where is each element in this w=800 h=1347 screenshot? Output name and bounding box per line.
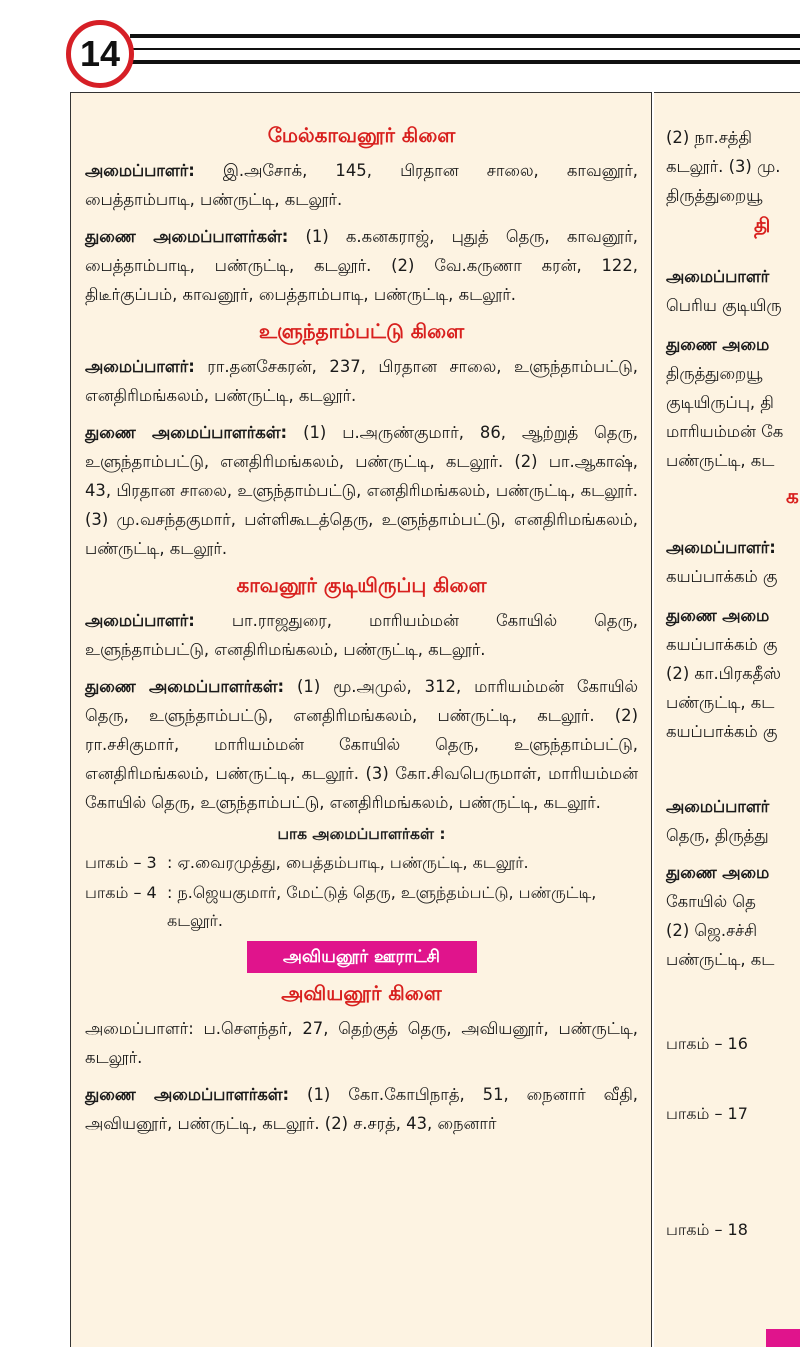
right-column — [654, 92, 800, 1347]
text-line: கயப்பாக்கம் கு — [666, 635, 778, 654]
deputy-label: துணை அமைப்பாளர்கள்: — [85, 227, 289, 246]
organizer-paragraph — [85, 352, 638, 410]
part-row — [85, 879, 638, 935]
text-line: அமைப்பாளர் — [666, 267, 770, 286]
deputy-paragraph — [85, 1080, 638, 1138]
organizer-text: இ.அசோக், 145, பிரதான சாலை, காவனூர், பைத்தாம்பாடி, பண்ருட்டி, கடலூர். — [85, 161, 638, 209]
part-label: பாகம் – 18 — [666, 1220, 748, 1239]
text-line: பெரிய குடியிரு — [666, 296, 782, 315]
text-line: (2) ஜெ.சச்சி — [666, 921, 758, 940]
text-line: மாரியம்மன் கே — [666, 422, 784, 441]
organizer-label: அமைப்பாளர்: — [85, 1019, 194, 1038]
deputy-label: துணை அமைப்பாளர்கள்: — [85, 677, 285, 696]
text-line: அமைப்பாளர்: — [666, 538, 776, 557]
deputy-paragraph — [85, 222, 638, 309]
deputy-text: (1) கோ.கோபிநாத், 51, நைனார் வீதி, அவியனூர், பண்ருட்டி, கடலூர். (2) ச.சரத், 43, நைனார் — [85, 1085, 638, 1133]
panchayat-banner: அவியனூர் ஊராட்சி — [247, 941, 477, 973]
text-line: கடலூர். (3) மு. — [666, 157, 781, 176]
part-organizers-heading: பாக அமைப்பாளர்கள் : — [277, 825, 446, 843]
text-line: துணை அமை — [666, 606, 770, 625]
text-line: பண்ருட்டி, கட — [666, 950, 775, 969]
deputy-text: (1) ப.அருண்குமார், 86, ஆற்றுத் தெரு, உளுந்தாம்பட்டு, எனதிரிமங்கலம், பண்ருட்டி, கடலூர். (2) பா.ஆகாஷ், 43, பிரதான சாலை, உளுந்தாம்பட்டு, எனதிரிமங்கலம், பண்ருட்டி, கடலூர். (3) மு.வசந்தகுமார், பள்ளிகூடத்தெரு, உளுந்தாம்பட்டு, எனதிரிமங்கலம், பண்ருட்டி, கடலூர். — [85, 423, 638, 558]
text-line: (2) கா.பிரகதீஸ் — [666, 664, 781, 683]
deputy-paragraph — [85, 418, 638, 563]
text-line: துணை அமை — [666, 863, 770, 882]
text-line: குடியிருப்பு, தி — [666, 393, 774, 412]
organizer-label: அமைப்பாளர்: — [85, 357, 195, 376]
part-row — [85, 849, 638, 877]
part-label: பாகம் – 17 — [666, 1104, 748, 1123]
section-title: அவியனூர் கிளை — [281, 981, 442, 1005]
text-line: கயப்பாக்கம் கு — [666, 567, 778, 586]
header-rule — [130, 34, 800, 64]
page-number: 14 — [79, 33, 121, 74]
section-title: காவனூர் குடியிருப்பு கிளை — [236, 573, 487, 597]
section-title-fragment: க — [786, 484, 799, 508]
organizer-label: அமைப்பாளர்: — [85, 161, 195, 180]
left-column — [70, 92, 652, 1347]
part-label: பாகம் – 4 — [85, 883, 157, 902]
text-line: அமைப்பாளர் — [666, 797, 770, 816]
text-line: தெரு, திருத்து — [666, 826, 769, 845]
part-label: பாகம் – 16 — [666, 1034, 748, 1053]
text-line: பண்ருட்டி, கட — [666, 693, 775, 712]
part-text: : ஏ.வைரமுத்து, பைத்தம்பாடி, பண்ருட்டி, கடலூர். — [167, 853, 529, 872]
organizer-text: பா.ராஜதுரை, மாரியம்மன் கோயில் தெரு, உளுந்தாம்பட்டு, எனதிரிமங்கலம், பண்ருட்டி, கடலூர். — [85, 611, 638, 659]
deputy-label: துணை அமைப்பாளர்கள்: — [85, 423, 288, 442]
deputy-paragraph — [85, 672, 638, 817]
organizer-paragraph — [85, 156, 638, 214]
text-line: கயப்பாக்கம் கு — [666, 722, 778, 741]
banner-fragment — [766, 1329, 800, 1347]
organizer-paragraph — [85, 1014, 638, 1072]
deputy-label: துணை அமைப்பாளர்கள்: — [85, 1085, 290, 1104]
organizer-text: ரா.தனசேகரன், 237, பிரதான சாலை, உளுந்தாம்பட்டு, எனதிரிமங்கலம், பண்ருட்டி, கடலூர். — [85, 357, 638, 405]
deputy-text: (1) க.கனகராஜ், புதுத் தெரு, காவனூர், பைத்தாம்பாடி, பண்ருட்டி, கடலூர். (2) வே.கருணா கரன், 122, திடீர்குப்பம், காவனூர், பைத்தாம்பாடி, பண்ருட்டி, கடலூர். — [85, 227, 638, 304]
organizer-paragraph — [85, 606, 638, 664]
text-line: (2) நா.சத்தி — [666, 128, 752, 147]
organizer-label: அமைப்பாளர்: — [85, 611, 195, 630]
part-text: : ந.ஜெயகுமார், மேட்டுத் தெரு, உளுந்தம்பட்டு, பண்ருட்டி, கடலூர். — [167, 883, 597, 930]
text-line: திருத்துறையூ — [666, 364, 763, 383]
organizer-text: ப.சௌந்தர், 27, தெற்குத் தெரு, அவியனூர், பண்ருட்டி, கடலூர். — [85, 1019, 638, 1067]
text-line: கோயில் தெ — [666, 892, 756, 911]
section-title: மேல்காவனூர் கிளை — [267, 123, 456, 147]
page-number-badge — [66, 20, 134, 88]
section-title: உளுந்தாம்பட்டு கிளை — [258, 319, 465, 343]
text-line: துணை அமை — [666, 335, 770, 354]
section-title-fragment: தி — [754, 213, 771, 237]
text-line: பண்ருட்டி, கட — [666, 451, 775, 470]
text-line: திருத்துறையூ — [666, 186, 763, 205]
part-label: பாகம் – 3 — [85, 853, 157, 872]
deputy-text: (1) மூ.அமுல், 312, மாரியம்மன் கோயில் தெரு, உளுந்தாம்பட்டு, எனதிரிமங்கலம், பண்ருட்டி, கடலூர். (2) ரா.சசிகுமார், மாரியம்மன் கோயில் தெரு, உளுந்தாம்பட்டு, எனதிரிமங்கலம், பண்ருட்டி, கடலூர். (3) கோ.சிவபெருமாள், மாரியம்மன் கோயில் தெரு, உளுந்தாம்பட்டு, எனதிரிமங்கலம், பண்ருட்டி, கடலூர். — [85, 677, 638, 812]
